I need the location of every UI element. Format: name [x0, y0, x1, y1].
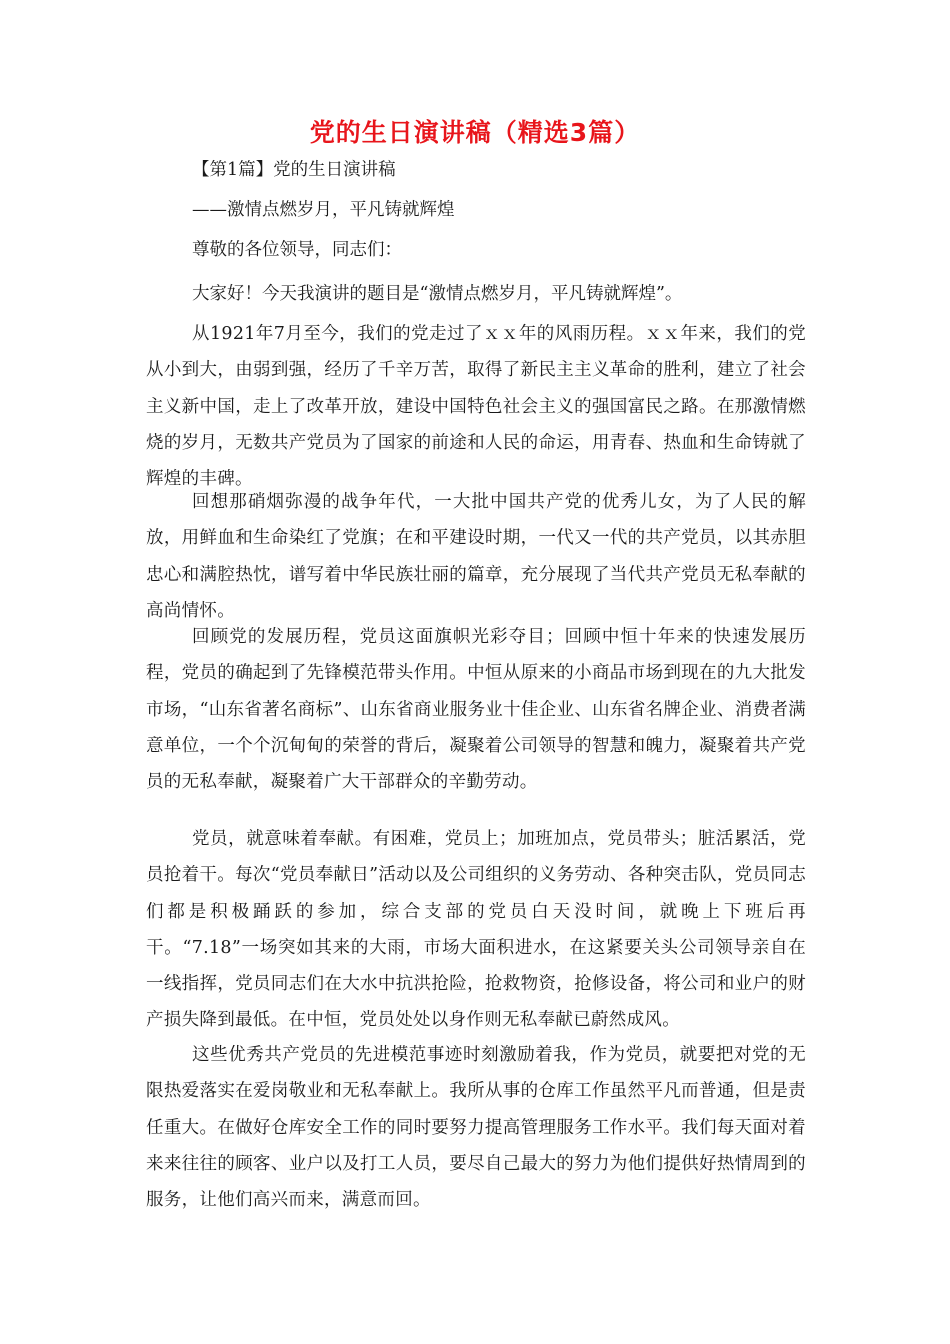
- body-paragraph-2: 回想那硝烟弥漫的战争年代，一大批中国共产党的优秀儿女，为了人民的解放，用鲜血和生命染红了党旗；在和平建设时期，一代又一代的共产党员，以其赤胆忠心和满腔热忱，谱写着中华民族壮丽的篇章，充分展现了当代共产党员无私奉献的高尚情怀。: [146, 492, 806, 621]
- body-paragraph-4: 党员，就意味着奉献。有困难，党员上；加班加点，党员带头；脏活累活，党员抢着干。每次“党员奉献日”活动以及公司组织的义务劳动、各种突击队，党员同志们都是积极踊跃的参加，综合支部的党员白天没时间，就晚上下班后再干。“7.18”一场突如其来的大雨，市场大面积进水，在这紧要关头公司领导亲自在一线指挥，党员同志们在大水中抗洪抢险，抢救物资，抢修设备，将公司和业户的财产损失降到最低。在中恒，党员处处以身作则无私奉献已蔚然成风。: [146, 829, 806, 1031]
- opening-line: 大家好！今天我演讲的题目是“激情点燃岁月，平凡铸就辉煌”。: [192, 284, 683, 304]
- body-paragraph-1: 从1921年7月至今，我们的党走过了ｘｘ年的风雨历程。ｘｘ年来，我们的党从小到大，由弱到强，经历了千辛万苦，取得了新民主主义革命的胜利，建立了社会主义新中国，走上了改革开放，建设中国特色社会主义的强国富民之路。在那激情燃烧的岁月，无数共产党员为了国家的前途和人民的命运，用青春、热血和生命铸就了辉煌的丰碑。: [146, 324, 806, 490]
- document-title: 党的生日演讲稿（精选3篇）: [309, 118, 641, 147]
- body-paragraph-5: 这些优秀共产党员的先进模范事迹时刻激励着我，作为党员，就要把对党的无限热爱落实在爱岗敬业和无私奉献上。我所从事的仓库工作虽然平凡而普通，但是责任重大。在做好仓库安全工作的同时要努力提高管理服务工作水平。我们每天面对着来来往往的顾客、业户以及打工人员，要尽自己最大的努力为他们提供好热情周到的服务，让他们高兴而来，满意而回。: [146, 1045, 806, 1211]
- body-paragraph-3: 回顾党的发展历程，党员这面旗帜光彩夺目；回顾中恒十年来的快速发展历程，党员的确起到了先锋模范带头作用。中恒从原来的小商品市场到现在的九大批发市场，“山东省著名商标”、山东省商业服务业十佳企业、山东省名牌企业、消费者满意单位，一个个沉甸甸的荣誉的背后，凝聚着公司领导的智慧和魄力，凝聚着共产党员的无私奉献，凝聚着广大干部群众的辛勤劳动。: [146, 627, 806, 793]
- speech-subtitle: ——激情点燃岁月，平凡铸就辉煌: [192, 200, 455, 220]
- section-heading: 【第1篇】党的生日演讲稿: [192, 160, 396, 180]
- salutation: 尊敬的各位领导，同志们：: [192, 240, 402, 260]
